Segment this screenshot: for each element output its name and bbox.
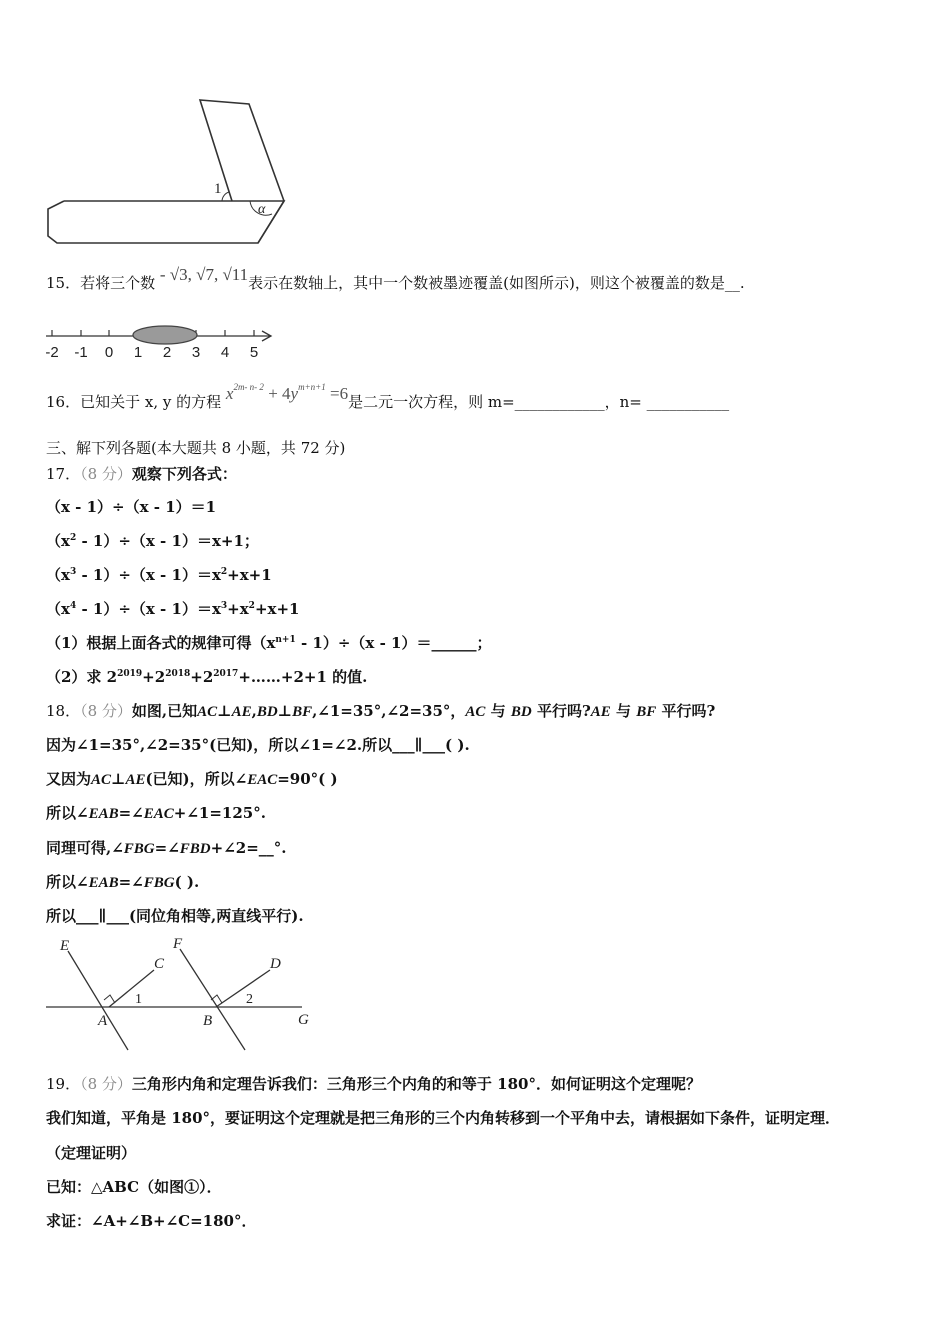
line-FB bbox=[180, 949, 245, 1050]
strip-outline bbox=[48, 201, 284, 243]
q16-rest: 是二元一次方程，则 m=____________，n= ___________ bbox=[348, 393, 730, 411]
q19-line2: （定理证明） bbox=[46, 1144, 137, 1162]
label-G: G bbox=[298, 1012, 309, 1028]
label-B: B bbox=[203, 1013, 213, 1029]
q19-line1: 我们知道，平角是 180°，要证明这个定理就是把三角形的三个内角转移到一个平角中去，请根据如下条件，证明定理． bbox=[46, 1109, 841, 1127]
q17-header bbox=[46, 464, 237, 484]
label-angle-1: 1 bbox=[135, 992, 142, 1007]
label-D: D bbox=[270, 956, 281, 972]
q18-line5: 所以∠EAB=∠FBG( ). bbox=[46, 873, 200, 891]
q15 bbox=[46, 265, 745, 293]
q19-header: 19．（8 分）三角形内角和定理告诉我们：三角形三个内角的和等于 180°．如何证明这个定理呢？ bbox=[46, 1075, 701, 1093]
right-angle-mark-A bbox=[104, 995, 115, 1003]
q17-score: （8 分） bbox=[80, 465, 132, 483]
q19-line3: 已知：△ABC（如图①）． bbox=[46, 1178, 222, 1196]
tick-label: -1 bbox=[74, 344, 88, 361]
q17-line4: $(x^4 - 1)\div(x - 1)=x^3+x^2+x+1$ bbox=[46, 600, 300, 618]
angle-1-arc bbox=[222, 192, 229, 201]
label-C: C bbox=[154, 956, 165, 972]
q18-line1: 因为∠1=35°,∠2=35°(已知)，所以∠1=∠2.所以___∥___( ). bbox=[46, 736, 470, 754]
q18-question: 18．（8 分）如图,已知AC⊥AE,BD⊥BF,∠1=35°,∠2=35°，AC 与 BD 平行吗?AE 与 BF 平行吗? bbox=[46, 702, 716, 720]
q18-figure bbox=[40, 930, 330, 1058]
label-A: A bbox=[98, 1013, 108, 1029]
q16-lead: 已知关于 x, y 的方程 bbox=[80, 393, 222, 411]
q17-part2: （2）求 $2^{2019}+2^{2018}+2^{2017}+\dots\dots+2+1$ 的值. bbox=[46, 668, 368, 686]
q16-number: 16． bbox=[46, 393, 81, 411]
q18-line6: 所以___∥___(同位角相等,两直线平行). bbox=[46, 907, 304, 925]
q17-lead: 观察下列各式： bbox=[131, 465, 237, 483]
ink-blot bbox=[133, 326, 197, 344]
q15-number: 15． bbox=[46, 274, 81, 292]
section3-title: 三、解下列各题(本大题共 8 小题，共 72 分) bbox=[46, 439, 346, 457]
line-EA bbox=[68, 951, 128, 1050]
folded-strip-figure bbox=[40, 92, 300, 252]
q18-line3: 所以∠EAB=∠EAC+∠1=125°. bbox=[46, 804, 266, 822]
line-BD bbox=[216, 970, 270, 1007]
q17-part1: （1）根据上面各式的规律可得$(x^{n+1} - 1)\div(x$ - 1）＝______； bbox=[46, 634, 492, 652]
label-angle-2: 2 bbox=[246, 992, 253, 1007]
tick-label: 4 bbox=[220, 344, 230, 361]
q19-line4: 求证：∠A+∠B+∠C=180°． bbox=[46, 1212, 257, 1230]
q18-line2: 又因为AC⊥AE(已知)，所以∠EAC=90°( ) bbox=[46, 770, 338, 788]
tick-label: 2 bbox=[162, 344, 172, 361]
q15-rest: 表示在数轴上，其中一个数被墨迹覆盖(如图所示)，则这个被覆盖的数是__. bbox=[248, 274, 745, 292]
q18-line4: 同理可得,∠FBG=∠FBD+∠2=__°. bbox=[46, 839, 287, 857]
tick-label: 1 bbox=[133, 344, 143, 361]
tick-label: 3 bbox=[191, 344, 201, 361]
q17-number: 17． bbox=[46, 465, 81, 483]
right-angle-mark-B bbox=[211, 995, 222, 1003]
tick-label: 0 bbox=[104, 344, 114, 361]
q17-line3: $(x^3 - 1)\div(x - 1)=x^2+x+1$ bbox=[46, 566, 272, 584]
tick-label: 5 bbox=[249, 344, 259, 361]
tick-label: -2 bbox=[45, 344, 59, 361]
q17-line1: （x - 1）÷（x - 1）＝1 bbox=[46, 498, 217, 516]
q17-line2: $(x^2 - 1)\div(x - 1)=x+1$； bbox=[46, 532, 259, 550]
q16-equation: $x^{2m- n- 2} + 4y^{m+n+1} =6$ bbox=[225, 382, 349, 403]
angle-1-label: 1 bbox=[214, 181, 222, 197]
line-AC bbox=[109, 970, 154, 1007]
q16 bbox=[46, 382, 730, 412]
folded-part-outline bbox=[200, 100, 284, 243]
label-E: E bbox=[60, 938, 70, 954]
q15-lead: 若将三个数 bbox=[80, 274, 156, 292]
label-F: F bbox=[173, 936, 183, 952]
number-line bbox=[40, 318, 280, 362]
angle-alpha-label: α bbox=[258, 202, 266, 217]
q15-numbers-math: - √3, √7, √11 bbox=[159, 265, 249, 284]
